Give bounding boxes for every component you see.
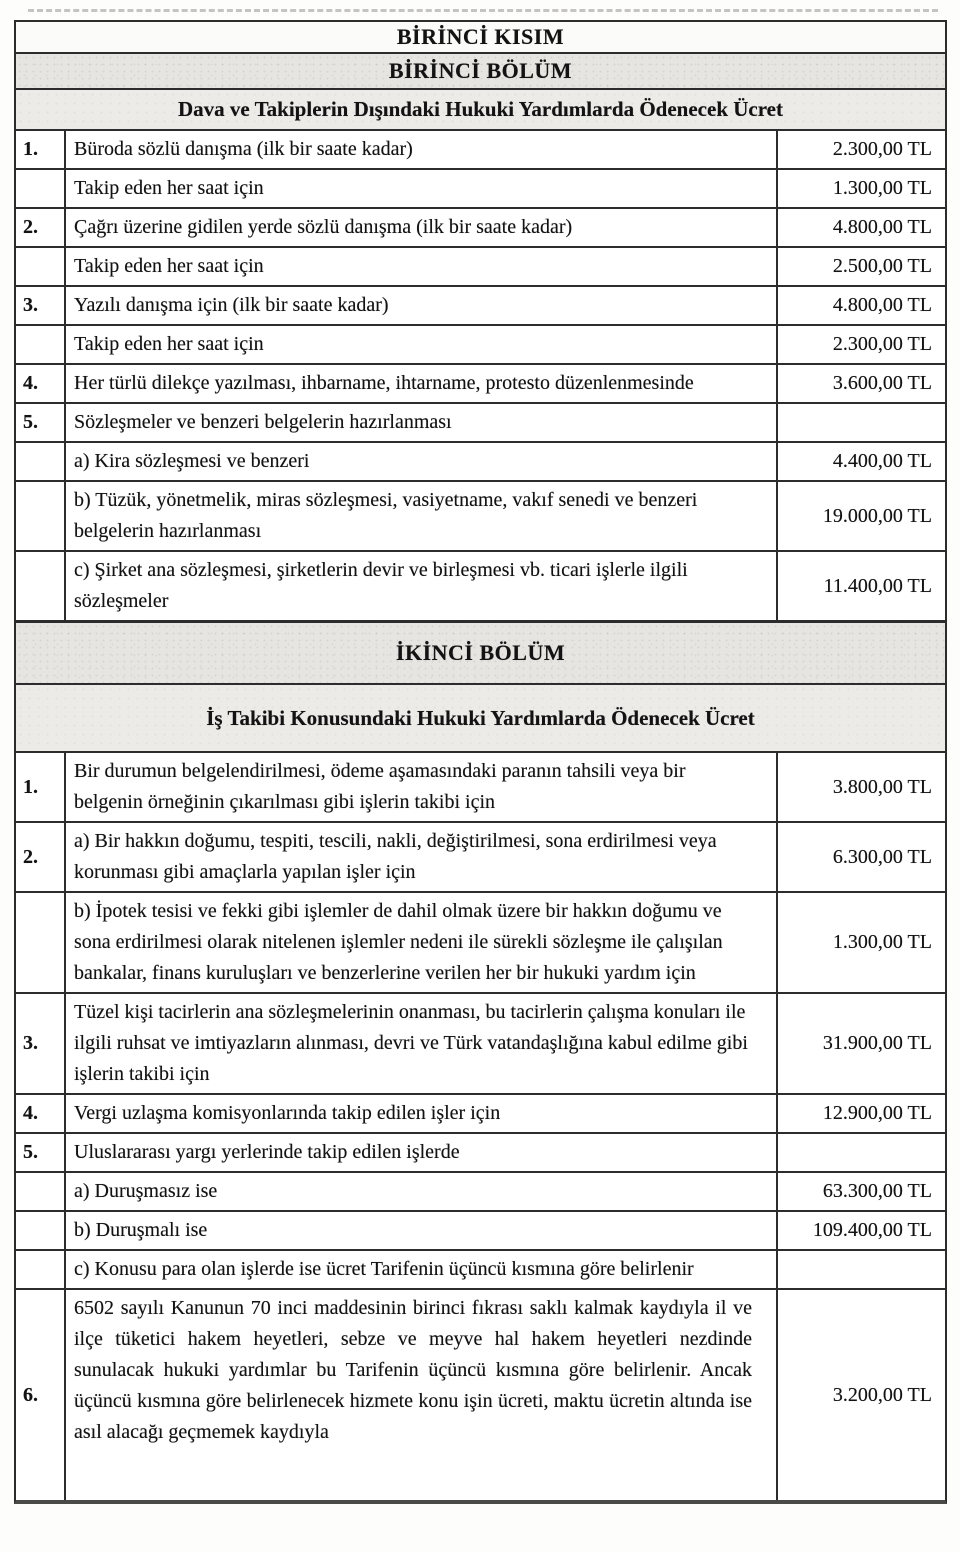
row-fee: 63.300,00 TL bbox=[776, 1173, 945, 1210]
row-fee bbox=[776, 1134, 945, 1171]
row-fee: 2.300,00 TL bbox=[776, 131, 945, 168]
section2-rows bbox=[16, 751, 945, 1500]
row-description: c) Şirket ana sözleşmesi, şirketlerin devir ve birleşmesi vb. ticari işlerle ilgili sözleşmeler bbox=[64, 552, 776, 620]
table-row bbox=[16, 324, 945, 363]
row-description: b) Duruşmalı ise bbox=[64, 1212, 776, 1249]
table-row bbox=[16, 441, 945, 480]
table-row bbox=[16, 246, 945, 285]
row-fee: 12.900,00 TL bbox=[776, 1095, 945, 1132]
row-number bbox=[16, 248, 64, 285]
row-number: 1. bbox=[23, 138, 38, 160]
row-number bbox=[16, 482, 64, 550]
row-description: a) Kira sözleşmesi ve benzeri bbox=[64, 443, 776, 480]
row-number bbox=[16, 170, 64, 207]
table-row bbox=[16, 1171, 945, 1210]
row-description: b) Tüzük, yönetmelik, miras sözleşmesi, vasiyetname, vakıf senedi ve benzeri belgelerin hazırlanması bbox=[64, 482, 776, 550]
row-description: Çağrı üzerine gidilen yerde sözlü danışma (ilk bir saate kadar) bbox=[64, 209, 776, 246]
table-row bbox=[16, 1093, 945, 1132]
table-row bbox=[16, 480, 945, 550]
table-row bbox=[16, 550, 945, 620]
row-number bbox=[16, 1173, 64, 1210]
section1-subtitle: Dava ve Takiplerin Dışındaki Hukuki Yardımlarda Ödenecek Ücret bbox=[16, 88, 945, 129]
row-description: a) Duruşmasız ise bbox=[64, 1173, 776, 1210]
row-description: Vergi uzlaşma komisyonlarında takip edilen işler için bbox=[64, 1095, 776, 1132]
row-fee: 4.800,00 TL bbox=[776, 209, 945, 246]
row-number: 2. bbox=[23, 845, 38, 868]
table-row bbox=[16, 1132, 945, 1171]
row-number bbox=[16, 443, 64, 480]
table-row bbox=[16, 1249, 945, 1288]
row-fee: 1.300,00 TL bbox=[776, 893, 945, 992]
scan-artifact-line bbox=[28, 9, 938, 12]
row-description: Her türlü dilekçe yazılması, ihbarname, ihtarname, protesto düzenlenmesinde bbox=[64, 365, 776, 402]
row-fee: 11.400,00 TL bbox=[776, 552, 945, 620]
row-number: 4. bbox=[23, 1102, 38, 1124]
row-fee: 4.400,00 TL bbox=[776, 443, 945, 480]
row-fee: 3.600,00 TL bbox=[776, 365, 945, 402]
row-fee bbox=[776, 1251, 945, 1288]
row-description: 6502 sayılı Kanunun 70 inci maddesinin birinci fıkrası saklı kalmak kaydıyla il ve ilçe tüketici hakem heyetleri, sebze ve meyve hal hakem heyetleri nezdinde sunulacak hukuki yardımlar bu Tarifenin üçüncü kısmına göre belirlenir. Ancak üçüncü kısmına göre belirlenecek hizmete konu işin ücreti, maktu ücretin altında ise asıl alacağı geçmemek kaydıyla bbox=[64, 1290, 776, 1500]
row-number bbox=[16, 1212, 64, 1249]
row-fee: 3.800,00 TL bbox=[776, 753, 945, 821]
row-fee: 6.300,00 TL bbox=[776, 823, 945, 891]
table-row bbox=[16, 402, 945, 441]
row-number: 6. bbox=[23, 1383, 38, 1406]
table-row bbox=[16, 363, 945, 402]
row-number: 5. bbox=[23, 411, 38, 433]
row-fee: 3.200,00 TL bbox=[776, 1290, 945, 1500]
row-number bbox=[16, 1251, 64, 1288]
row-fee: 31.900,00 TL bbox=[776, 994, 945, 1093]
row-description: Takip eden her saat için bbox=[64, 170, 776, 207]
section1-title: BİRİNCİ BÖLÜM bbox=[16, 52, 945, 88]
row-fee bbox=[776, 404, 945, 441]
row-description: Sözleşmeler ve benzeri belgelerin hazırlanması bbox=[64, 404, 776, 441]
row-description: Takip eden her saat için bbox=[64, 248, 776, 285]
table-row bbox=[16, 891, 945, 992]
row-description: Uluslararası yargı yerlerinde takip edilen işlerde bbox=[64, 1134, 776, 1171]
table-row bbox=[16, 1210, 945, 1249]
section2-subtitle: İş Takibi Konusundaki Hukuki Yardımlarda Ödenecek Ücret bbox=[16, 683, 945, 751]
row-number bbox=[16, 893, 64, 992]
row-description: Bir durumun belgelendirilmesi, ödeme aşamasındaki paranın tahsili veya bir belgenin örneğinin çıkarılması gibi işlerin takibi için bbox=[64, 753, 776, 821]
row-fee: 1.300,00 TL bbox=[776, 170, 945, 207]
row-number: 2. bbox=[23, 216, 38, 238]
row-description: Takip eden her saat için bbox=[64, 326, 776, 363]
row-number bbox=[16, 326, 64, 363]
part-title: BİRİNCİ KISIM bbox=[16, 22, 945, 52]
row-number bbox=[16, 552, 64, 620]
row-description: b) İpotek tesisi ve fekki gibi işlemler de dahil olmak üzere bir hakkın doğumu ve sona erdirilmesi olarak nitelenen işlemler nedeni ile sürekli sözleşme ile çalışılan bankalar, finans kuruluşları ve benzerlerine verilen her bir hukuki yardım için bbox=[64, 893, 776, 992]
row-fee: 109.400,00 TL bbox=[776, 1212, 945, 1249]
row-description: Yazılı danışma için (ilk bir saate kadar) bbox=[64, 287, 776, 324]
row-fee: 2.300,00 TL bbox=[776, 326, 945, 363]
row-number: 4. bbox=[23, 372, 38, 394]
table-row bbox=[16, 821, 945, 891]
row-description: Büroda sözlü danışma (ilk bir saate kadar) bbox=[64, 131, 776, 168]
table-row bbox=[16, 992, 945, 1093]
table-row bbox=[16, 285, 945, 324]
table-row bbox=[16, 168, 945, 207]
row-description: c) Konusu para olan işlerde ise ücret Tarifenin üçüncü kısmına göre belirlenir bbox=[64, 1251, 776, 1288]
table-row bbox=[16, 129, 945, 168]
row-description: Tüzel kişi tacirlerin ana sözleşmelerinin onanması, bu tacirlerin çalışma konuları ile ilgili ruhsat ve imtiyazların alınması, devri ve Türk vatandaşlığına kabul edilme gibi işlerin takibi için bbox=[64, 994, 776, 1093]
section1-rows bbox=[16, 129, 945, 620]
fee-tariff-table bbox=[14, 20, 947, 1504]
row-number: 3. bbox=[23, 294, 38, 316]
table-row bbox=[16, 207, 945, 246]
row-fee: 19.000,00 TL bbox=[776, 482, 945, 550]
row-number: 3. bbox=[23, 1032, 38, 1054]
row-description: a) Bir hakkın doğumu, tespiti, tescili, nakli, değiştirilmesi, sona erdirilmesi veya korunması gibi amaçlarla yapılan işler için bbox=[64, 823, 776, 891]
table-row bbox=[16, 1288, 945, 1500]
row-number: 5. bbox=[23, 1141, 38, 1163]
section2-title: İKİNCİ BÖLÜM bbox=[16, 620, 945, 683]
row-fee: 2.500,00 TL bbox=[776, 248, 945, 285]
row-number: 1. bbox=[23, 775, 38, 798]
table-row bbox=[16, 751, 945, 821]
row-fee: 4.800,00 TL bbox=[776, 287, 945, 324]
